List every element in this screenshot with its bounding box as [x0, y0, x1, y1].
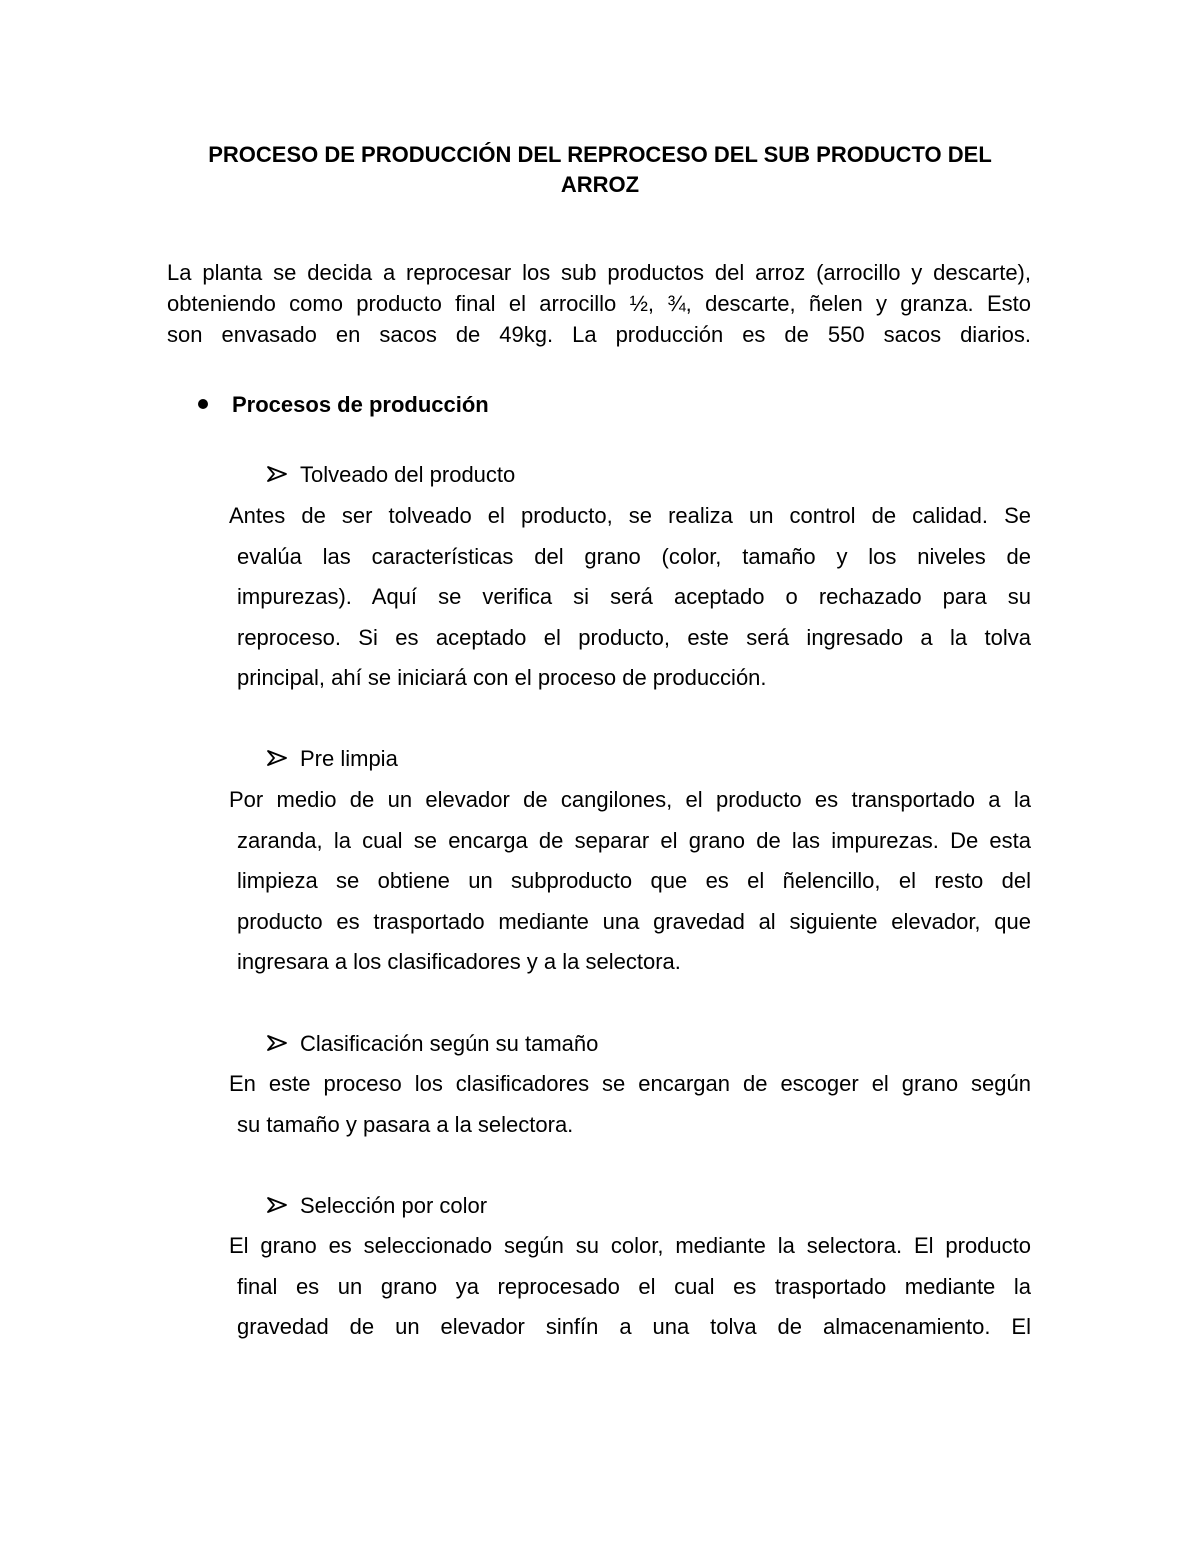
step-paragraph-tolveado [229, 496, 1031, 699]
section-heading [198, 390, 489, 420]
intro-line: obteniendo como producto final el arrocillo ½, ¾, descarte, ñelen y granza. Esto [167, 291, 1031, 316]
step-paragraph-pre-limpia [229, 780, 1031, 983]
step-heading-pre-limpia [266, 744, 398, 774]
intro-line: son envasado en sacos de 49kg. La producción es de 550 sacos diarios. [167, 322, 1031, 347]
arrowhead-bullet-icon [266, 749, 288, 767]
paragraph-line: zaranda, la cual se encarga de separar el grano de las impurezas. De esta [237, 827, 1031, 853]
paragraph-line: su tamaño y pasara a la selectora. [237, 1111, 574, 1137]
step-heading-text: Tolveado del producto [300, 462, 516, 487]
paragraph-line: Por medio de un elevador de cangilones, el producto es transportado a la [229, 787, 1031, 812]
arrowhead-bullet-icon [266, 465, 288, 483]
paragraph-line: reproceso. Si es aceptado el producto, este será ingresado a la tolva [237, 624, 1031, 650]
paragraph-line: En este proceso los clasificadores se encargan de escoger el grano según [229, 1071, 1031, 1096]
paragraph-line: gravedad de un elevador sinfín a una tolva de almacenamiento. El [237, 1314, 1031, 1340]
bullet-icon [198, 399, 208, 409]
title-line-2: ARROZ [560, 172, 640, 197]
arrowhead-bullet-icon [266, 1034, 288, 1052]
step-heading-seleccion [266, 1191, 487, 1221]
step-heading-text: Pre limpia [300, 746, 398, 771]
step-heading-text: Clasificación según su tamaño [300, 1031, 599, 1056]
paragraph-line: limpieza se obtiene un subproducto que es el ñelencillo, el resto del [237, 868, 1031, 894]
paragraph-line: principal, ahí se iniciará con el proceso de producción. [237, 665, 767, 691]
title-line-1: PROCESO DE PRODUCCIÓN DEL REPROCESO DEL SUB PRODUCTO DEL [208, 142, 992, 167]
document-title [150, 140, 1050, 200]
paragraph-line: evalúa las características del grano (color, tamaño y los niveles de [237, 543, 1031, 569]
paragraph-line: Antes de ser tolveado el producto, se realiza un control de calidad. Se [229, 503, 1031, 528]
paragraph-line: impurezas). Aquí se verifica si será aceptado o rechazado para su [237, 584, 1031, 610]
step-heading-clasificacion [266, 1029, 598, 1059]
intro-paragraph [167, 257, 1031, 350]
arrowhead-bullet-icon [266, 1196, 288, 1214]
paragraph-line: producto es trasportado mediante una gravedad al siguiente elevador, que [237, 908, 1031, 934]
paragraph-line: ingresara a los clasificadores y a la selectora. [237, 949, 681, 975]
step-paragraph-clasificacion [229, 1064, 1031, 1145]
step-heading-text: Selección por color [300, 1193, 488, 1218]
step-heading-tolveado [266, 460, 515, 490]
paragraph-line: El grano es seleccionado según su color, mediante la selectora. El producto [229, 1233, 1031, 1258]
section-heading-text: Procesos de producción [232, 392, 489, 417]
intro-line: La planta se decida a reprocesar los sub productos del arroz (arrocillo y descarte), [167, 260, 1031, 285]
step-paragraph-seleccion [229, 1226, 1031, 1348]
paragraph-line: final es un grano ya reprocesado el cual es trasportado mediante la [237, 1273, 1031, 1299]
